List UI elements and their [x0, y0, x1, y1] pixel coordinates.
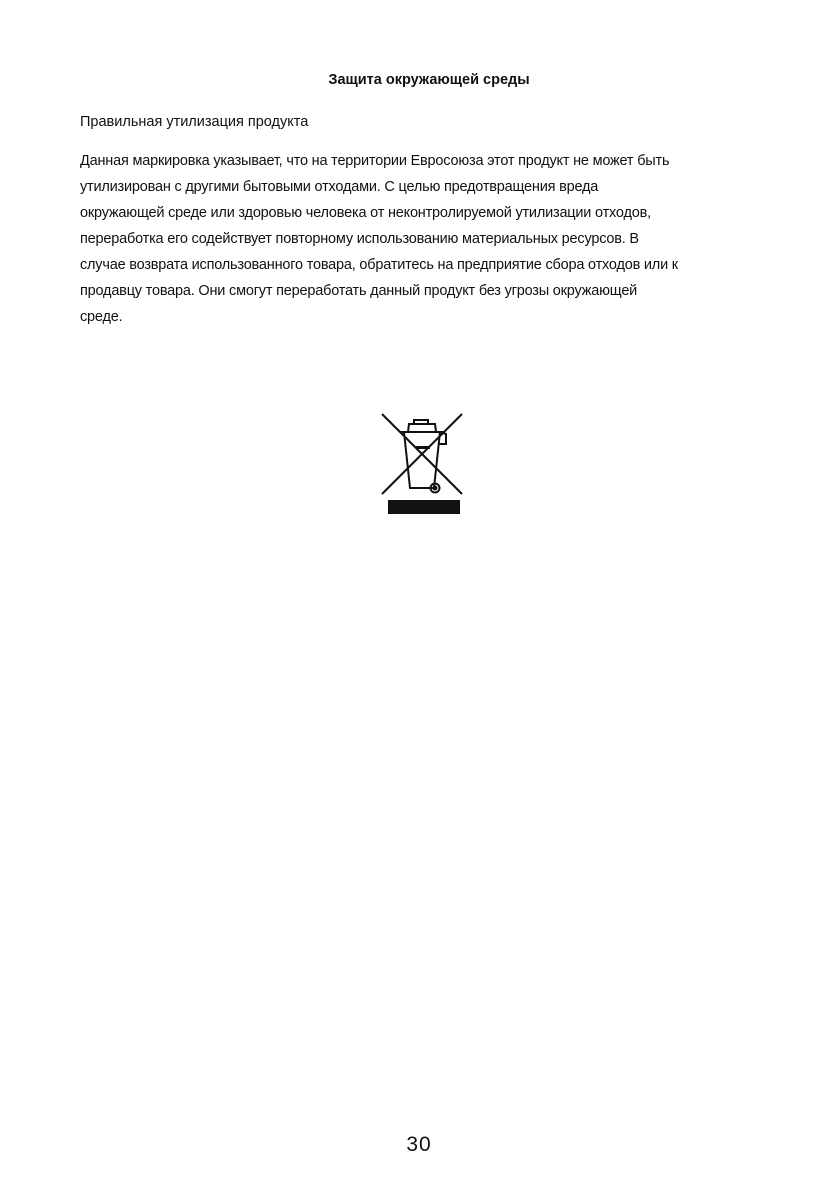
page-title: Защита окружающей среды — [328, 72, 530, 88]
page-number: 30 — [406, 1133, 432, 1156]
paragraph-line: случае возврата использованного товара, обратитесь на предприятие сбора отходов или к — [80, 257, 678, 273]
paragraph-line: переработка его содействует повторному использованию материальных ресурсов. В — [80, 231, 639, 247]
paragraph-line: утилизирован с другими бытовыми отходами. С целью предотвращения вреда — [80, 179, 599, 195]
body-paragraph — [80, 151, 678, 333]
paragraph-line: среде. — [80, 309, 123, 325]
paragraph-line: продавцу товара. Они смогут переработать данный продукт без угрозы окружающей — [80, 283, 638, 299]
paragraph-line: Данная маркировка указывает, что на территории Евросоюза этот продукт не может быть — [80, 153, 670, 169]
section-subtitle: Правильная утилизация продукта — [80, 114, 309, 130]
weee-crossed-bin-icon — [378, 410, 466, 518]
paragraph-line: окружающей среде или здоровью человека от неконтролируемой утилизации отходов, — [80, 205, 651, 221]
